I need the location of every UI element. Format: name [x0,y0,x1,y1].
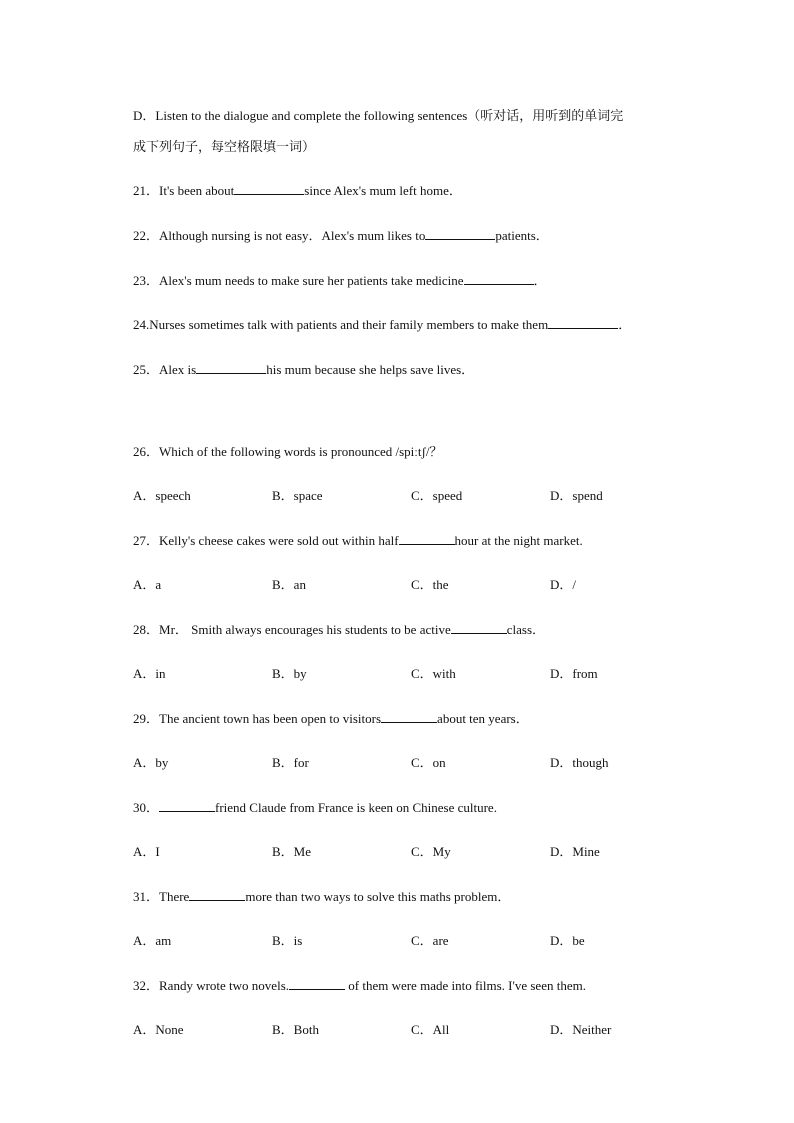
question-text-after: his mum because she helps save lives． [266,362,475,377]
question-number: 21． [133,183,160,198]
option-a[interactable]: A．am [133,933,172,948]
question-number: 32． [133,978,160,993]
question-text-before: Kelly's cheese cakes were sold out within half [159,533,399,548]
question-number: 24. [133,317,150,332]
answer-blank[interactable] [451,621,507,634]
option-d[interactable]: D．/ [550,577,577,592]
question-text-after: more than two ways to solve this maths problem． [245,889,511,904]
option-b[interactable]: B．Both [272,1022,319,1037]
question-24 [133,314,631,333]
question-32-stem [133,975,586,994]
option-a[interactable]: A．by [133,755,169,770]
question-22 [133,225,549,244]
question-number: 28． [133,622,160,637]
question-text-after: class． [506,622,546,637]
question-26-options [133,485,693,504]
option-a[interactable]: A．speech [133,488,191,503]
section-d-instruction-line1: D．Listen to the dialogue and complete the following sentences（听对话，用听到的单词完 [133,108,624,123]
question-29-options [133,752,693,771]
section-d-instruction-line2: 成下列句子，每空格限填一词） [133,139,316,154]
question-text-after: about ten years． [437,711,529,726]
option-d[interactable]: D．from [550,666,598,681]
question-number: 29． [133,711,160,726]
answer-blank[interactable] [234,182,304,195]
question-26-stem: 26．Which of the following words is pronounced /spiːtʃ/？ [133,444,443,459]
question-31-options [133,930,693,949]
option-b[interactable]: B．for [272,755,309,770]
question-27-options [133,574,693,593]
option-b[interactable]: B．is [272,933,303,948]
answer-blank[interactable] [289,977,345,990]
question-30-stem [133,797,497,816]
question-32-options [133,1019,693,1038]
question-text-after: hour at the night market. [454,533,583,548]
option-a[interactable]: A．None [133,1022,184,1037]
option-c[interactable]: C．speed [411,488,463,503]
option-c[interactable]: C．My [411,844,451,859]
option-d[interactable]: D．be [550,933,585,948]
question-text-after: ． [618,317,632,332]
option-d[interactable]: D．Neither [550,1022,612,1037]
question-text-before: Although nursing is not easy．Alex's mum likes to [159,228,426,243]
question-21 [133,180,462,199]
option-c[interactable]: C．on [411,755,446,770]
option-c[interactable]: C．All [411,1022,450,1037]
question-28-options [133,663,693,682]
option-a[interactable]: A．I [133,844,160,859]
answer-blank[interactable] [159,799,215,812]
option-d[interactable]: D．Mine [550,844,600,859]
option-b[interactable]: B．space [272,488,323,503]
option-b[interactable]: B．Me [272,844,312,859]
question-31-stem [133,886,510,905]
answer-blank[interactable] [196,361,266,374]
question-text-after: patients． [495,228,549,243]
question-29-stem [133,708,529,727]
question-text-after: of them were made into films. I've seen them. [345,978,586,993]
question-25 [133,359,474,378]
question-number: 23． [133,273,160,288]
question-text-after: ． [533,273,547,288]
question-28-stem [133,619,545,638]
option-c[interactable]: C．the [411,577,449,592]
option-a[interactable]: A．a [133,577,162,592]
answer-blank[interactable] [381,710,437,723]
question-27-stem [133,530,583,549]
option-b[interactable]: B．an [272,577,306,592]
answer-blank[interactable] [399,532,455,545]
question-text-before: Nurses sometimes talk with patients and their family members to make them [149,317,549,332]
option-d[interactable]: D．spend [550,488,603,503]
answer-blank[interactable] [425,227,495,240]
question-number: 30． [133,800,160,815]
option-d[interactable]: D．though [550,755,609,770]
question-text-after: since Alex's mum left home． [304,183,462,198]
answer-blank[interactable] [548,316,618,329]
question-text-after: friend Claude from France is keen on Chinese culture. [215,800,497,815]
question-text-before: Mr． Smith always encourages his students to be active [159,622,451,637]
question-number: 31． [133,889,160,904]
option-a[interactable]: A．in [133,666,166,681]
question-text-before: It's been about [159,183,235,198]
question-number: 22． [133,228,160,243]
answer-blank[interactable] [189,888,245,901]
option-b[interactable]: B．by [272,666,307,681]
question-text-before: Alex is [159,362,197,377]
question-text-before: Randy wrote two novels. [159,978,289,993]
question-number: 25． [133,362,160,377]
question-text-before: Alex's mum needs to make sure her patients take medicine [159,273,464,288]
question-text-before: The ancient town has been open to visitors [159,711,382,726]
answer-blank[interactable] [464,272,534,285]
question-text-before: There [159,889,190,904]
option-c[interactable]: C．with [411,666,456,681]
question-number: 27． [133,533,160,548]
option-c[interactable]: C．are [411,933,449,948]
question-23 [133,270,547,289]
question-30-options [133,841,693,860]
